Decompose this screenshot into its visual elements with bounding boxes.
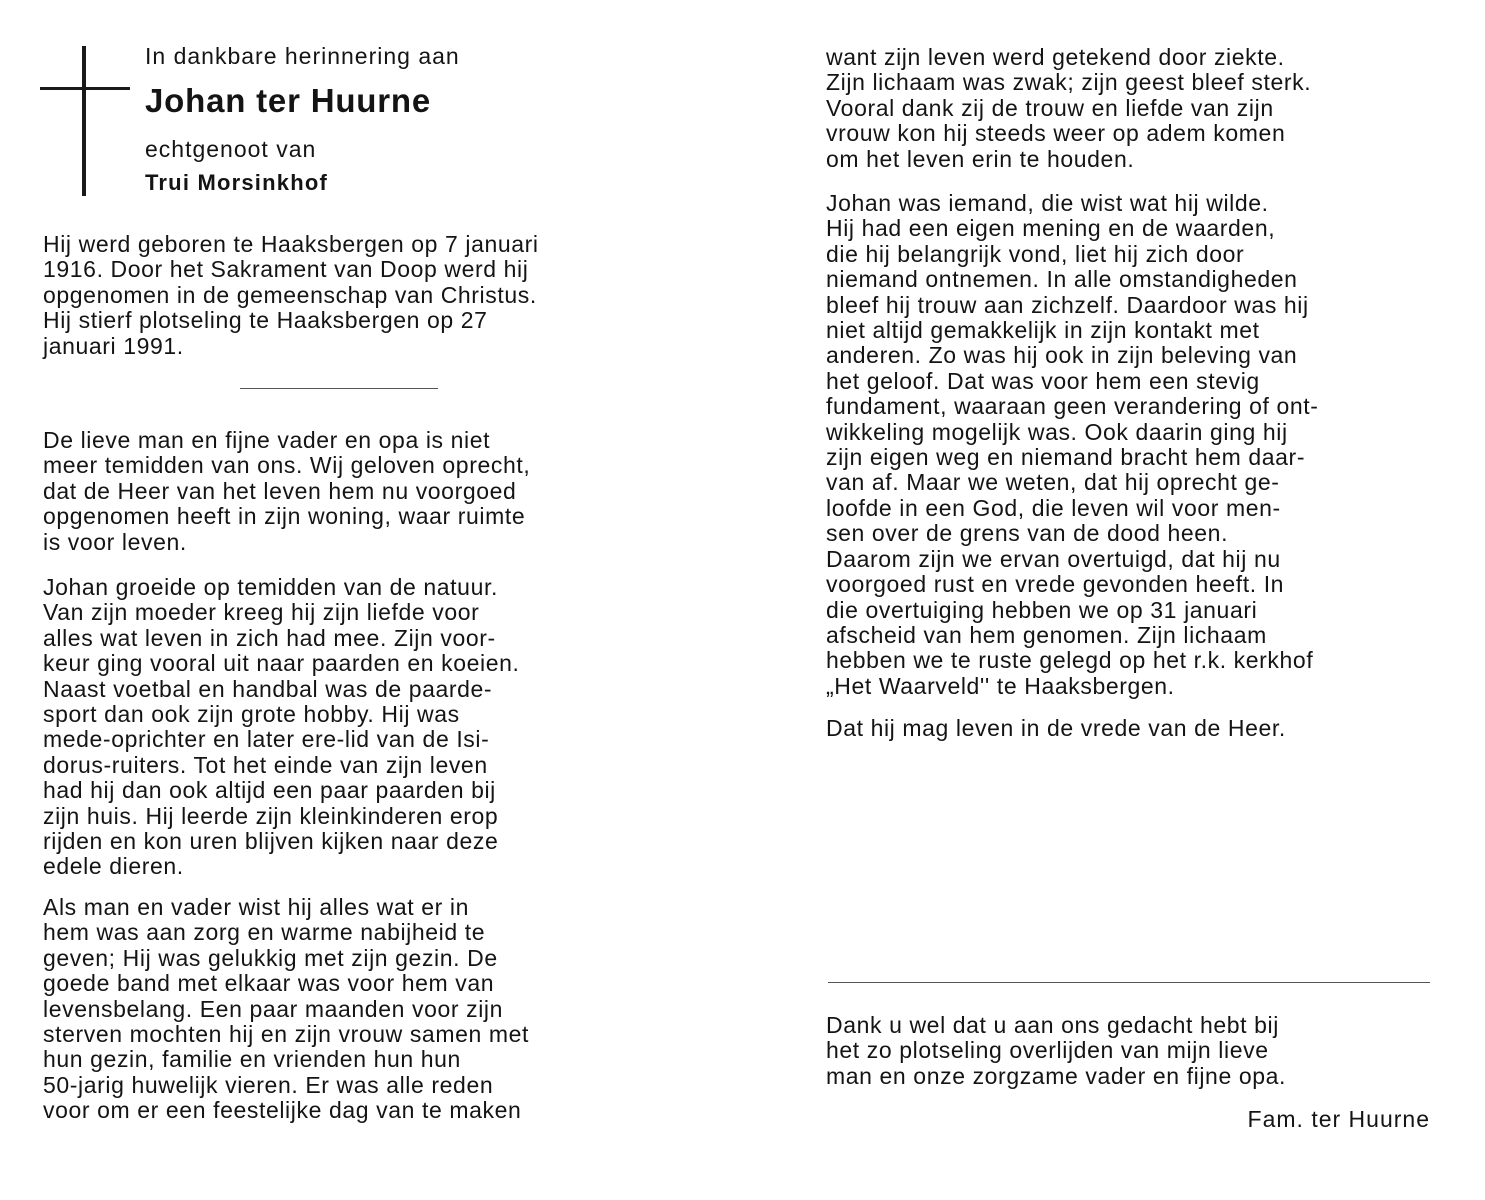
thanks-paragraph: Dank u wel dat u aan ons gedacht hebt bij het zo plotseling overlijden van mijn lieve man en onze zorgzame vader en fijne opa. xyxy=(826,1012,1286,1089)
paragraph-blessing: Dat hij mag leven in de vrede van de Heer. xyxy=(826,715,1286,741)
divider xyxy=(240,388,438,389)
paragraph-character: Johan was iemand, die wist wat hij wilde. Hij had een eigen mening en de waarden, die hij belangrijk vond, liet hij zich door niemand ontnemen. In alle omstandigheden bleef hij trouw aan zichzelf. Daardoor was hij niet altijd gemakkelijk in zijn kontakt met anderen. Zo was hij ook in zijn beleving van het geloof. Dat was voor hem een stevig fundament, waaraan geen verandering of ont- wikkeling mogelijk was. Ook daarin ging hij zijn eigen weg en niemand bracht hem daar- van af. Maar we weten, dat hij oprecht ge- loofde in een God, die leven wil voor men- sen over de grens van de dood heen. Daarom zijn we ervan overtuigd, dat hij nu voorgoed rust en vrede gevonden heeft. In die overtuiging hebben we op 31 januari afscheid van hem genomen. Zijn lichaam hebben we te ruste gelegd op het r.k. kerkhof „Het Waarveld'' te Haaksbergen. xyxy=(826,190,1319,699)
cross-icon-bar xyxy=(40,87,130,90)
cross-icon xyxy=(82,46,86,196)
paragraph-farewell: De lieve man en fijne vader en opa is niet meer temidden van ons. Wij geloven oprecht, dat de Heer van het leven hem nu voorgoed opgenomen heeft in zijn woning, waar ruimte is voor leven. xyxy=(43,427,531,555)
paragraph-family: Als man en vader wist hij alles wat er in hem was aan zorg en warme nabijheid te geven; Hij was gelukkig met zijn gezin. De goede band met elkaar was voor hem van levensbelang. Een paar maanden voor zijn sterven mochten hij en zijn vrouw samen met hun gezin, familie en vrienden hun hun 50-jarig huwelijk vieren. Er was alle reden voor om er een feestelijke dag van te maken xyxy=(43,894,530,1124)
intro-text: In dankbare herinnering aan xyxy=(145,43,460,69)
divider xyxy=(828,982,1430,983)
paragraph-nature: Johan groeide op temidden van de natuur. Van zijn moeder kreeg hij zijn liefde voor alles wat leven in zich had mee. Zijn voor- keur ging vooral uit naar paarden en koeien. Naast voetbal en handbal was de paarde- sport dan ook zijn grote hobby. Hij was mede-oprichter en later ere-lid van de Isi- dorus-ruiters. Tot het einde van zijn leven had hij dan ook altijd een paar paarden bij zijn huis. Hij leerde zijn kleinkinderen erop rijden en kon uren blijven kijken naar deze edele dieren. xyxy=(43,574,520,880)
spouse-label: echtgenoot van xyxy=(145,136,317,162)
spouse-name: Trui Morsinkhof xyxy=(145,170,328,195)
paragraph-illness: want zijn leven werd getekend door ziekte. Zijn lichaam was zwak; zijn geest bleef sterk. Vooral dank zij de trouw en liefde van zijn vrouw kon hij steeds weer op adem komen om het leven erin te houden. xyxy=(826,44,1312,172)
birth-paragraph: Hij werd geboren te Haaksbergen op 7 januari 1916. Door het Sakrament van Doop werd hij opgenomen in de gemeenschap van Christus. Hij stierf plotseling te Haaksbergen op 27 januari 1991. xyxy=(43,231,539,359)
family-signature: Fam. ter Huurne xyxy=(1247,1106,1430,1132)
deceased-name: Johan ter Huurne xyxy=(145,82,432,119)
